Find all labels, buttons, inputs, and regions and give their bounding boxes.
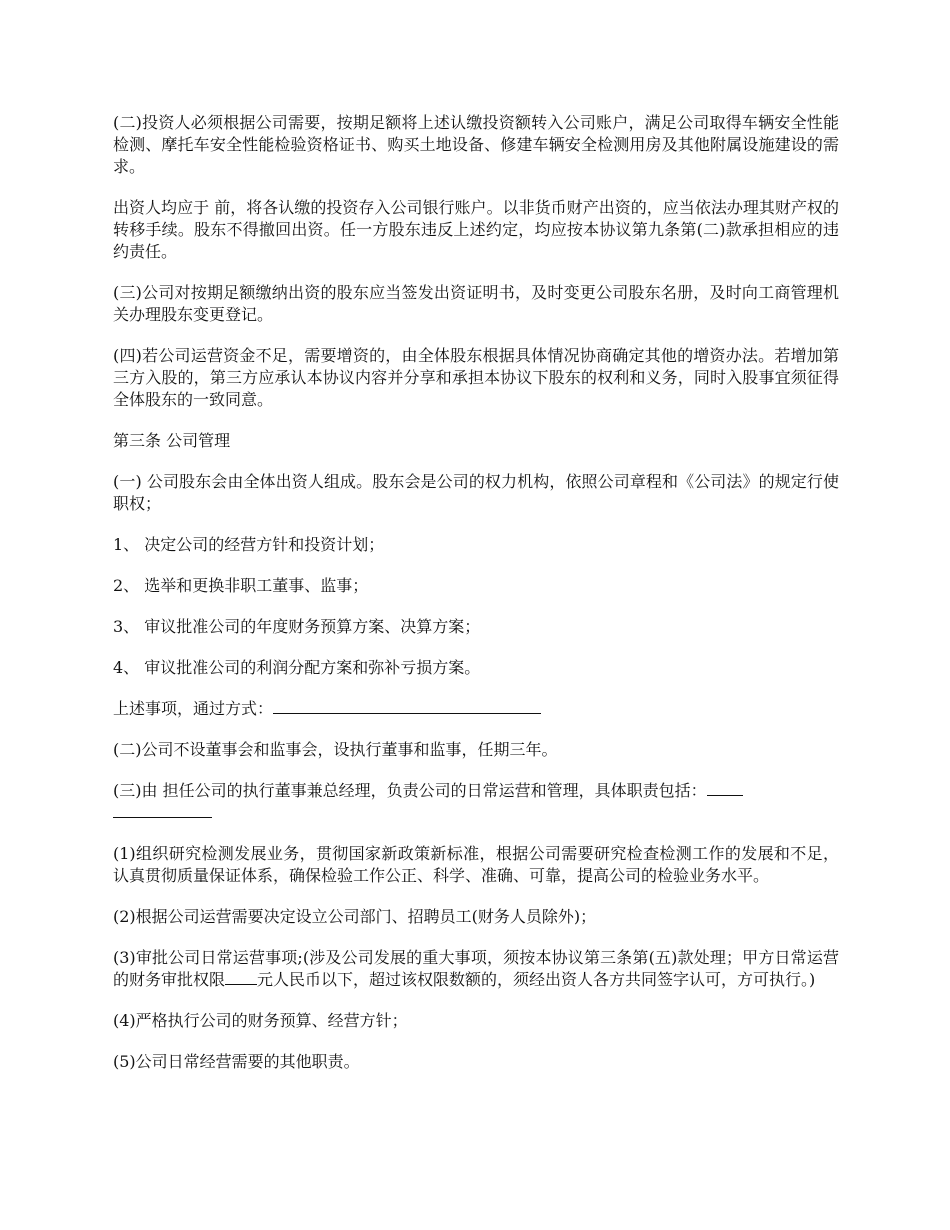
paragraph-investment-transfer: (二)投资人必须根据公司需要，按期足额将上述认缴投资额转入公司账户，满足公司取得车辆安全性能检测、摩托车安全性能检验资格证书、购买土地设备、修建车辆安全检测用房及其他附属设施建设的需求。 [113, 113, 839, 176]
paragraph-capital-increase: (四)若公司运营资金不足，需要增资的，由全体股东根据具体情况协商确定其他的增资办法。若增加第三方入股的，第三方应承认本协议内容并分享和承担本协议下股东的权利和义务，同时入股事宜须征得全体股东的一致同意。 [113, 346, 839, 409]
duty-3-text-after: 元人民币以下，超过该权限数额的，须经出资人各方共同签字认可，方可执行。) [257, 970, 816, 989]
list-item-elect-directors: 2、 选举和更换非职工董事、监事； [113, 576, 369, 595]
document-body [113, 112, 839, 1092]
voting-method-label: 上述事项，通过方式： [113, 699, 274, 718]
list-item-profit-distribution: 4、 审议批准公司的利润分配方案和弥补亏损方案。 [113, 658, 481, 677]
duties-blank-end [707, 780, 743, 796]
approval-limit-blank [225, 969, 257, 985]
voting-method-blank [273, 698, 541, 714]
section-heading-article-3: 第三条 公司管理 [113, 431, 231, 450]
list-item-business-policy: 1、 决定公司的经营方针和投资计划； [113, 535, 385, 554]
paragraph-capital-certificate: (三)公司对按期足额缴纳出资的股东应当签发出资证明书，及时变更公司股东名册，及时向工商管理机关办理股东变更登记。 [113, 283, 839, 324]
duty-item-1: (1)组织研究检测发展业务，贯彻国家新政策新标准，根据公司需要研究检查检测工作的发展和不足，认真贯彻质量保证体系，确保检验工作公正、科学、准确、可靠，提高公司的检验业务水平。 [113, 844, 839, 885]
duty-item-4: (4)严格执行公司的财务预算、经营方针； [113, 1011, 408, 1030]
list-item-budget-approval: 3、 审议批准公司的年度财务预算方案、决算方案； [113, 617, 481, 636]
duty-item-2: (2)根据公司运营需要决定设立公司部门、招聘员工(财务人员除外)； [113, 907, 597, 926]
paragraph-shareholders-meeting: (一) 公司股东会由全体出资人组成。股东会是公司的权力机构，依照公司章程和《公司法》的规定行使职权； [113, 472, 839, 513]
duty-3-text-before: (3)审批公司日常运营事项;(涉及公司发展的重大事项，须按本协议第三条第(五)款处理；甲方日常运营的财务审批权限 [113, 948, 839, 989]
executive-director-text: (三)由 担任公司的执行董事兼总经理，负责公司的日常运营和管理，具体职责包括： [113, 781, 707, 800]
paragraph-voting-method [113, 698, 839, 720]
duties-blank-continued [113, 802, 212, 818]
duty-item-5: (5)公司日常经营需要的其他职责。 [113, 1052, 360, 1071]
paragraph-deposit-obligation: 出资人均应于 前，将各认缴的投资存入公司银行账户。以非货币财产出资的，应当依法办理其财产权的转移手续。股东不得撤回出资。任一方股东违反上述约定，均应按本协议第九条第(二)款承担相应的违约责任。 [113, 198, 839, 261]
duty-item-3 [113, 947, 839, 991]
paragraph-no-board: (二)公司不设董事会和监事会，设执行董事和监事，任期三年。 [113, 740, 558, 759]
paragraph-executive-director [113, 780, 839, 824]
